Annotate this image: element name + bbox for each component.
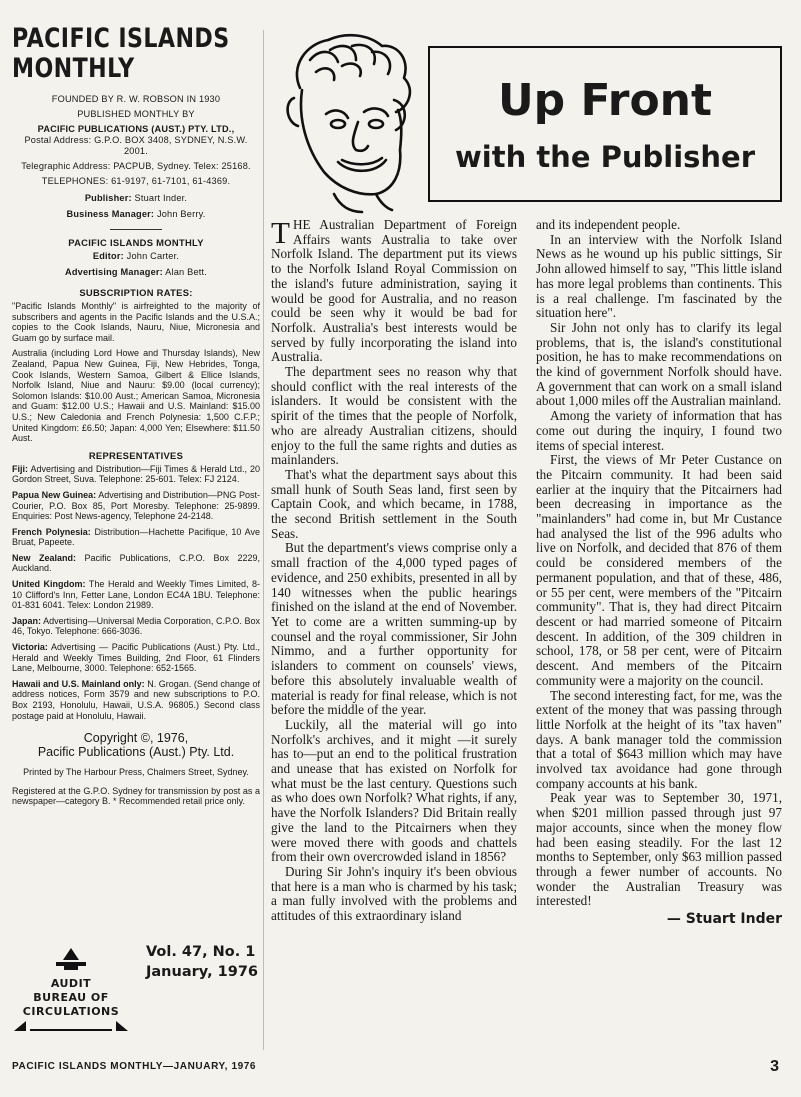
article-paragraph (271, 215, 517, 365)
volume-number: Vol. 47, No. 1 (146, 944, 256, 960)
article-paragraph: Peak year was to September 30, 1971, when $201 million passed through just 97 major accounts, since when the money flow had been easing steadily. For the last 12 months to September, only $63 million passed through a fewer number of accounts. No wonder the Australian Treasury was interested! (536, 790, 782, 909)
advertising-name: Alan Bett. (165, 267, 208, 277)
issue-info (146, 942, 261, 982)
rep-text: N. Grogan. (Send change of address notices, Form 3579 and new subscriptions to P.O. Box 2193, Honolulu, Hawaii, U.S.A. 96805.) Second class postage paid at Honolulu, Hawaii. (12, 678, 260, 721)
rep-label: Fiji: (12, 463, 28, 474)
article-paragraph: and its independent people. (536, 217, 681, 232)
advertising-credit (12, 267, 260, 278)
rep-label: French Polynesia: (12, 526, 91, 537)
editor-name: John Carter. (126, 251, 180, 261)
rep-label: New Zealand: (12, 552, 77, 563)
rep-text: Advertising and Distribution—Fiji Times & Herald Ltd., 20 Gordon Street, Suva. Telephone: 25-601. Telex: FJ 2124. (12, 463, 260, 485)
subscription-para-1: "Pacific Islands Monthly" is airfreighted to the majority of subscribers and agents in the Pacific Islands and the U.S.A.; copies to the Cook Islands, Nauru, Niue, Micronesia and Guam go by surface mail. (12, 301, 260, 343)
abc-base-icon (12, 1020, 130, 1032)
article-paragraph: That's what the department says about this small hunk of South Seas land, first seen by Captain Cook, and which became, in 1788, the second British settlement in the South Seas. (271, 466, 517, 541)
rep-text: Advertising—Universal Media Corporation, C.P.O. Box 46, Tokyo. Telephone: 666-3036. (12, 615, 260, 637)
article-paragraph: Luckily, all the material will go into Norfolk's archives, and it might —it surely has to—put an end to the political frustration and unease that has existed on Norfolk for what must be the last century. Questions such as who does own Norfolk? What rights, if any, have the Norfolk Islanders? Did Britain really give the land to the Pitcairners when they were moved there with goods and chattels from their own overcrowded island in 1856? (271, 716, 517, 865)
copyright-line-2: Pacific Publications (Aust.) Pty. Ltd. (37, 745, 235, 760)
editor-label: Editor: (92, 251, 124, 261)
rep-text: Advertising and Distribution—PNG Post-Courier, P.O. Box 85, Port Moresby. Telephone: 25-9899. Enquiries: Post News-agency, Telephone 24-2148. (12, 489, 260, 522)
publisher-company: PACIFIC PUBLICATIONS (AUST.) PTY. LTD., (37, 124, 235, 134)
editor-credit (12, 251, 260, 262)
rep-hawaii (12, 679, 260, 721)
rep-french-polynesia (12, 527, 260, 548)
telegraphic-address: Telegraphic Address: PACPUB, Sydney. Telex: 25168. (21, 161, 251, 171)
rep-fiji (12, 464, 260, 485)
published-line: PUBLISHED MONTHLY BY (77, 109, 195, 119)
article-paragraph: During Sir John's inquiry it's been obvious that here is a man who is charmed by his task; a man fully involved with the problems and attitudes of this extraordinary island (271, 863, 517, 924)
business-manager-label: Business Manager: (66, 209, 155, 219)
abc-line-3: CIRCULATIONS (22, 1005, 120, 1018)
rep-label: Japan: (12, 615, 42, 626)
rep-png (12, 490, 260, 522)
drop-cap: T (271, 215, 290, 250)
rep-label: United Kingdom: (12, 579, 86, 590)
column-subtitle: with the Publisher (454, 140, 756, 174)
advertising-label: Advertising Manager: (64, 267, 163, 277)
audit-bureau-logo (12, 946, 130, 1037)
rep-label: Victoria: (12, 642, 48, 653)
abc-line-2: BUREAU OF (33, 991, 109, 1004)
column-divider (263, 30, 264, 1050)
article-paragraph: Among the variety of information that has come out during the inquiry, I found two items of special interest. (536, 408, 782, 453)
page-footer: PACIFIC ISLANDS MONTHLY—JANUARY, 1976 (12, 1061, 257, 1072)
representatives-heading: REPRESENTATIVES (88, 449, 184, 461)
rep-japan (12, 616, 260, 637)
telephones: TELEPHONES: 61-9197, 61-7101, 61-4369. (41, 176, 231, 186)
subscription-heading: SUBSCRIPTION RATES: (79, 287, 193, 298)
publisher-caricature-icon (272, 26, 422, 216)
postal-address: Postal Address: G.P.O. BOX 3408, SYDNEY, N.S.W. 2001. (24, 135, 248, 156)
paragraph-text: HE Australian Department of Foreign Affairs wants Australia to take over Norfolk Island. The department put its views to the Norfolk Island Royal Commission on the island's future administration, saying it would be good for Australia, and no reason could be seen why it would be bad for Norfolk. Australia's best interests would be served by fully incorporating the island into Australia. (271, 217, 517, 365)
abc-line-1: AUDIT (50, 977, 92, 990)
rep-victoria (12, 642, 260, 674)
rep-text: Pacific Publications, C.P.O. Box 2229, Auckland. (12, 552, 260, 574)
masthead-title-line1: PACIFIC ISLANDS (12, 23, 230, 54)
publisher-label: Publisher: (84, 193, 132, 203)
article-paragraph: First, the views of Mr Peter Custance on the Pitcairn community. It had been said earlier at the inquiry that the Pitcairners had been decreasing in importance as the "mainlanders" had come in, but Mr Custance had analysed the list of the 996 adults who live on Norfolk, and decided that 876 of them could be considered members of the permanent population, and that of these, 486, or 55 per cent, were members of the "Pitcairn community". That is, they had direct Pitcairn descent or had married someone of Pitcairn descent. In addition, of the 309 children in school, 178, or 58 per cent, were of Pitcairn descent. And members of the Pitcairn community were a majority on the council. (536, 452, 782, 688)
column-header-box (428, 46, 782, 202)
page-number: 3 (770, 1058, 779, 1075)
printer-credit: Printed by The Harbour Press, Chalmers Street, Sydney. (23, 767, 249, 778)
issue-date: January, 1976 (146, 964, 258, 980)
article-paragraph: Sir John not only has to clarify its legal problems, that is, the island's constitutional position, he has to make recommendations on the kind of government Norfolk should have. A government that can work on a small island about 1,000 miles off the Australian mainland. (536, 319, 782, 409)
column-title: Up Front (497, 75, 713, 126)
rep-label: Papua New Guinea: (12, 489, 97, 500)
registration-note: Registered at the G.P.O. Sydney for transmission by post as a newspaper—category B. * Recommended retail price only. (12, 785, 260, 807)
masthead-title-line2: MONTHLY (12, 53, 135, 84)
article-paragraph: In an interview with the Norfolk Island News as he wound up his public sittings, Sir John allowed himself to say, "This little island has more legal problems than continents. This is a real challenge. I'm fascinated by the situation here". (536, 231, 782, 321)
rep-text: Distribution—Hachette Pacifique, 10 Ave Bruat, Papeete. (12, 526, 260, 548)
business-manager-credit (12, 209, 260, 220)
rep-new-zealand (12, 553, 260, 574)
rep-united-kingdom (12, 579, 260, 611)
publisher-name: Stuart Inder. (134, 193, 188, 203)
rep-text: The Herald and Weekly Times Limited, 8-10 Clifford's Inn, Fetter Lane, London EC4A 1BU. Telephone: 01-831 6041. Telex: London 21989. (12, 579, 260, 611)
article-signature: — Stuart Inder (666, 911, 782, 928)
pim-heading: PACIFIC ISLANDS MONTHLY (68, 237, 204, 248)
publisher-credit (12, 193, 260, 204)
masthead-column (12, 24, 260, 807)
rep-text: Advertising — Pacific Publications (Aust.) Pty. Ltd., Herald and Weekly Times Building, 2nd Floor, 61 Flinders Lane, Melbourne, 3000. Telephone: 652-1565. (12, 642, 260, 674)
rep-label: Hawaii and U.S. Mainland only: (12, 678, 145, 689)
article-column-2 (536, 218, 782, 927)
business-manager-name: John Berry. (156, 209, 206, 219)
copyright-line-1: Copyright ©, 1976, (83, 731, 189, 746)
article-paragraph: The second interesting fact, for me, was the extent of the money that was passing through little Norfolk at the height of its "tax haven" days. A bank manager told the commission that a total of $643 million which may have involved tax avoidance had gone through company accounts at his bank. (536, 687, 782, 791)
abc-emblem-icon (12, 946, 130, 972)
founded-line: FOUNDED BY R. W. ROBSON IN 1930 (51, 94, 221, 104)
article-paragraph: But the department's views comprise only a small fraction of the 4,000 typed pages of evidence, and 250 exhibits, presented in all by 140 witnesses when the public hearings finished on the island at the end of November. Yet to come are a written summing-up by counsel and the royal commissioner, Sir John Nimmo, and a further opportunity for islanders to comment on counsels' views, before this absolutely invaluable wealth of material is ready for final release, which is not before the middle of the year. (271, 540, 517, 718)
article-column-1 (271, 215, 517, 924)
article-paragraph: The department sees no reason why that should conflict with the real interests of the islanders. It would be consistent with the spirit of the times that the people of Norfolk, who are already Australian citizens, should enjoy to the full the same rights and duties as mainlanders. (271, 364, 517, 468)
subscription-para-2: Australia (including Lord Howe and Thursday Islands), New Zealand, Papua New Guinea, Fiji, New Hebrides, Tonga, Cook Islands, Western Samoa, Gilbert & Ellice Islands, Norfolk Island, Niue and Nauru: $9.00 (local currency); Solomon Islands: $10.00 Aust.; American Samoa, Micronesia and Guam: $12.00 U.S.; Hawaii and U.S. Mainland: $15.00 U.S.; New Caledonia and French Polynesia: 1,500 C.F.P.; United Kingdom: £6.50; Japan: 4,000 Yen; Elsewhere: $11.50 Aust. (12, 348, 260, 444)
divider (110, 229, 162, 230)
